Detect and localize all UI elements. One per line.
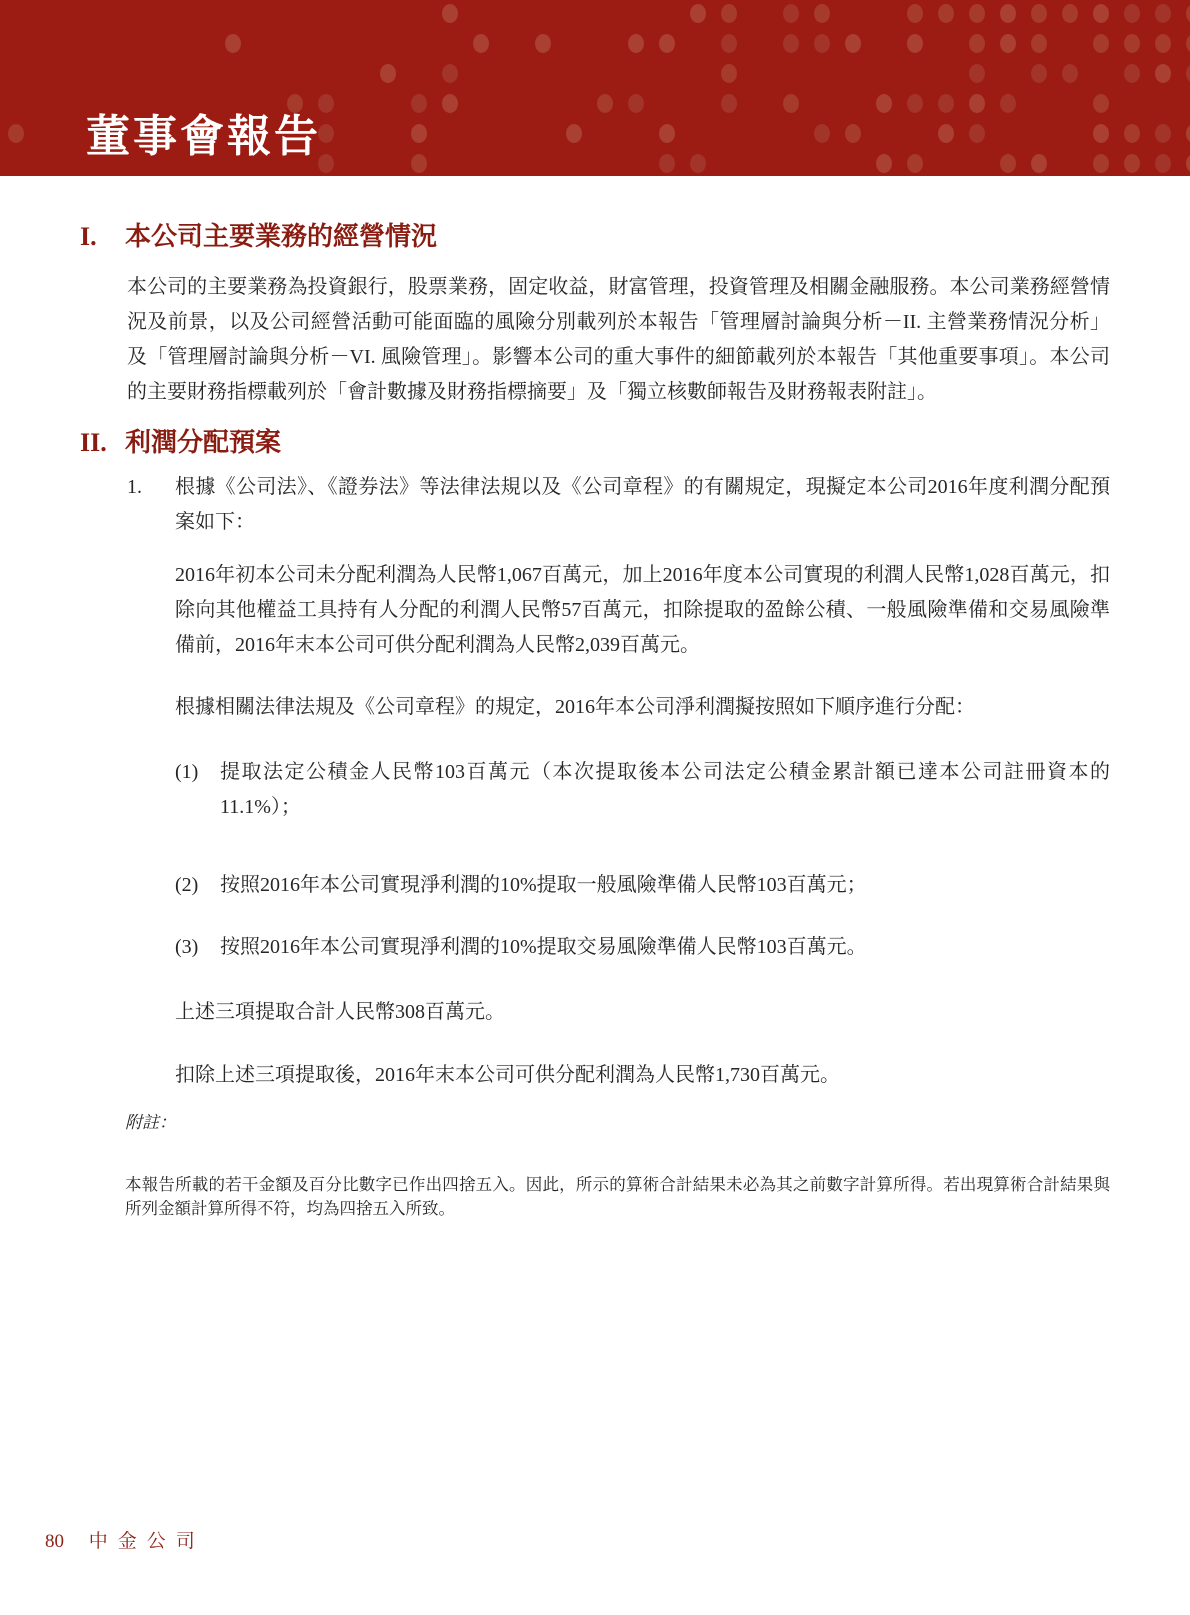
note-text: 本報告所載的若干金額及百分比數字已作出四捨五入。因此，所示的算術合計結果未必為其之前數字計算所得。若出現算術合計結果與所列金額計算所得不符，均為四捨五入所致。 bbox=[125, 1175, 1110, 1218]
section1-paragraph: 本公司的主要業務為投資銀行，股票業務，固定收益，財富管理，投資管理及相關金融服務。本公司業務經營情況及前景，以及公司經營活動可能面臨的風險分別載列於本報告「管理層討論與分析－II. 主營業務情況分析」及「管理層討論與分析－VI. 風險管理」。影響本公司的重大事件的細節載列於本報告「其他重要事項」。本公司的主要財務指標載列於「會計數據及財務指標摘要」及「獨立核數師報告及財務報表附註」。 bbox=[127, 276, 1110, 403]
subitem-3 bbox=[175, 930, 1110, 965]
item-paragraph-1: 2016年初本公司未分配利潤為人民幣1,067百萬元，加上2016年度本公司實現的利潤人民幣1,028百萬元，扣除向其他權益工具持有人分配的利潤人民幣57百萬元，扣除提取的盈餘公積、一般風險準備和交易風險準備前，2016年末本公司可供分配利潤為人民幣2,039百萬元。 bbox=[175, 564, 1110, 656]
section-number: II. bbox=[80, 428, 107, 457]
item-closing-paragraph-2: 扣除上述三項提取後，2016年末本公司可供分配利潤為人民幣1,730百萬元。 bbox=[175, 1064, 840, 1086]
subitem-text: 按照2016年本公司實現淨利潤的10%提取交易風險準備人民幣103百萬元。 bbox=[220, 936, 867, 958]
section-title: 本公司主要業務的經營情況 bbox=[125, 222, 438, 251]
note-label: 附註： bbox=[125, 1113, 176, 1132]
section-title: 利潤分配預案 bbox=[125, 428, 282, 457]
page-title: 董事會報告 bbox=[86, 112, 321, 161]
footer-company-name: 中金公司 bbox=[88, 1531, 205, 1552]
section-heading-1 bbox=[80, 220, 1110, 254]
subitem-number: (1) bbox=[175, 761, 199, 783]
subitem-number: (2) bbox=[175, 874, 199, 896]
item-lead-paragraph: 根據《公司法》、《證券法》等法律法規以及《公司章程》的有關規定，現擬定本公司2016年度利潤分配預案如下： bbox=[175, 476, 1110, 533]
item-number: 1. bbox=[127, 476, 142, 498]
subitem-number: (3) bbox=[175, 936, 199, 958]
item-body bbox=[175, 470, 1110, 1093]
banner bbox=[0, 0, 1190, 176]
item-paragraph-2: 根據相關法律法規及《公司章程》的規定，2016年本公司淨利潤擬按照如下順序進行分配： bbox=[175, 696, 975, 718]
numbered-item-1 bbox=[127, 470, 1110, 1093]
page-content bbox=[80, 176, 1110, 1221]
footer-page-number: 80 bbox=[45, 1531, 64, 1552]
subitem-1 bbox=[175, 755, 1110, 825]
subitem-2 bbox=[175, 868, 1110, 903]
page-footer bbox=[45, 1530, 205, 1554]
item-closing-paragraph-1: 上述三項提取合計人民幣308百萬元。 bbox=[175, 1001, 505, 1023]
section-number: I. bbox=[80, 222, 97, 251]
subitem-text: 按照2016年本公司實現淨利潤的10%提取一般風險準備人民幣103百萬元； bbox=[220, 874, 867, 896]
subitem-text: 提取法定公積金人民幣103百萬元（本次提取後本公司法定公積金累計額已達本公司註冊資本的11.1%）； bbox=[220, 761, 1110, 818]
section-heading-2 bbox=[80, 426, 1110, 460]
